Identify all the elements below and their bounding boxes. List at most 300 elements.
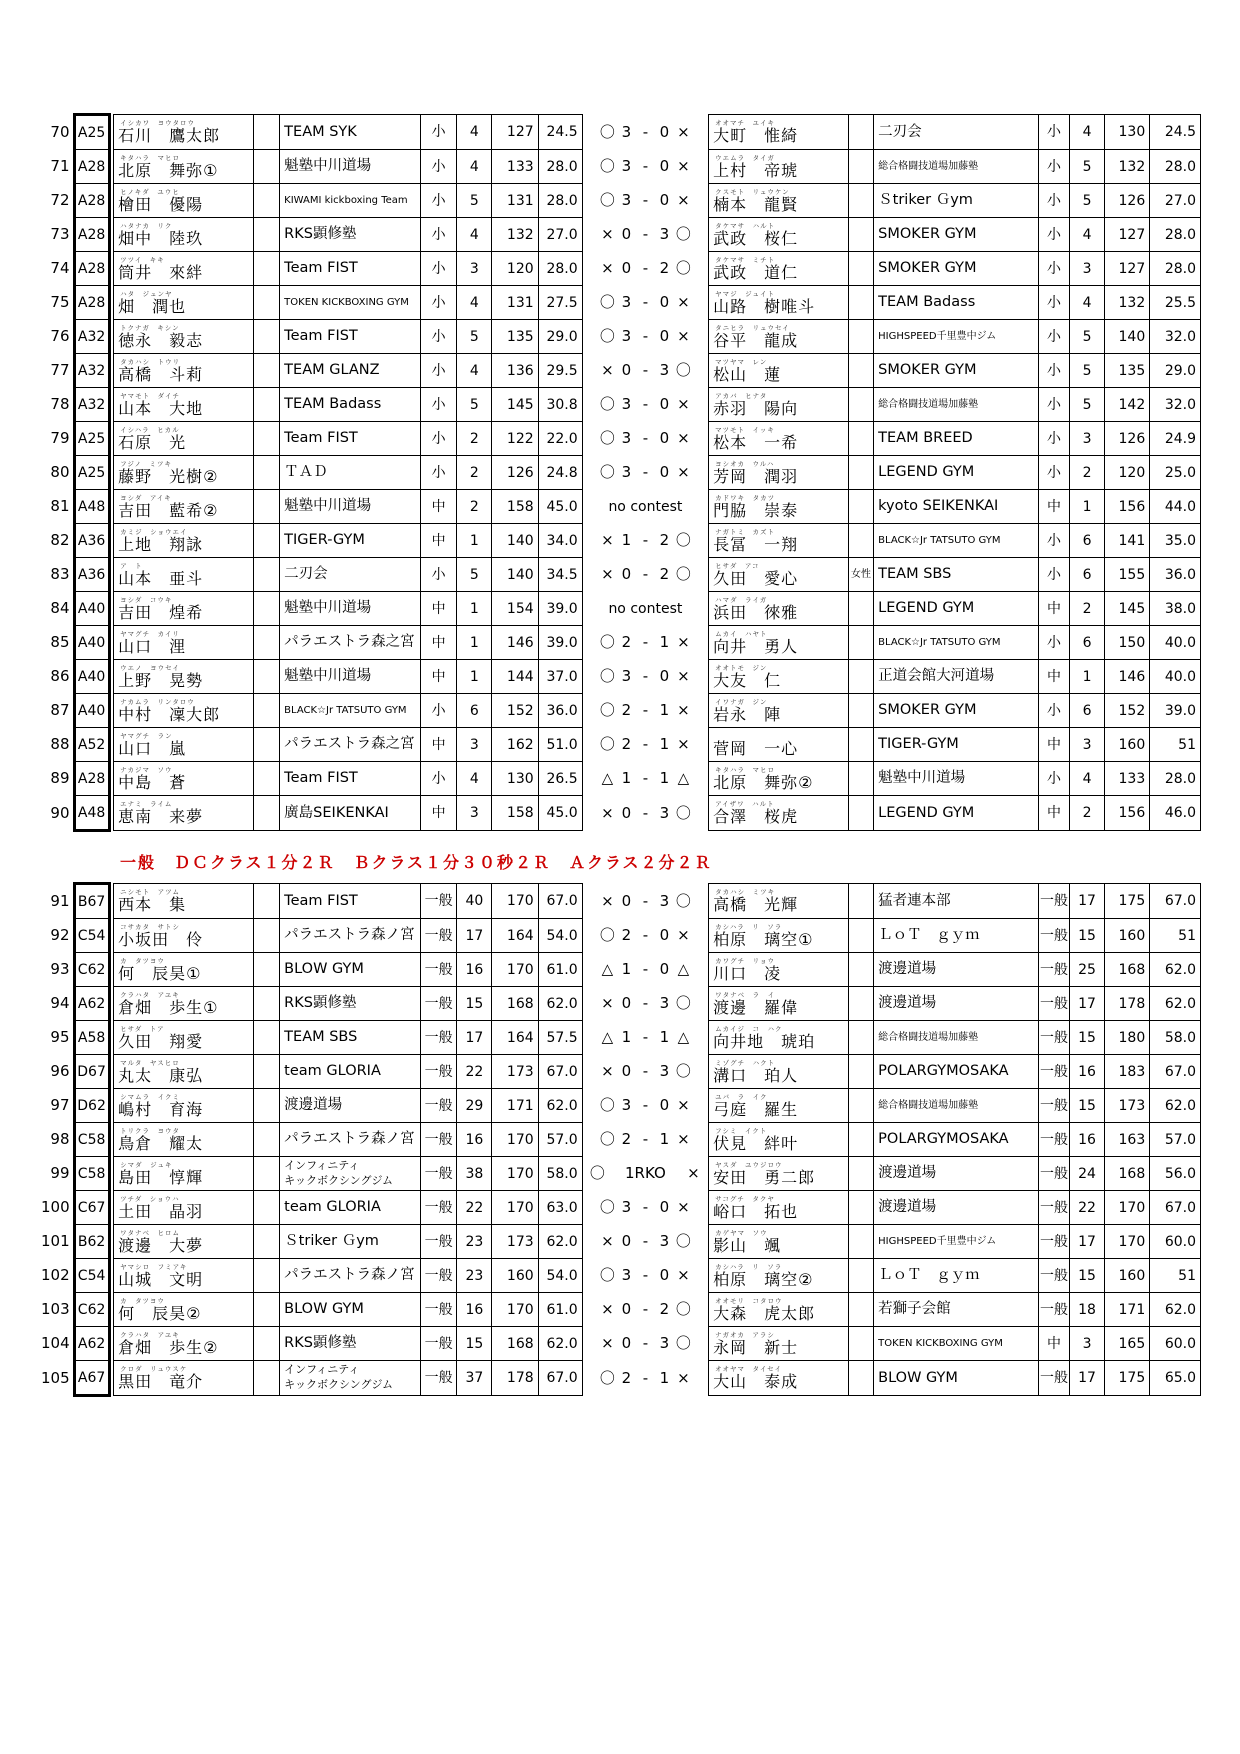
- grade: 一般: [1039, 1055, 1070, 1089]
- note-cell: [253, 388, 279, 422]
- fighter-name: [709, 626, 849, 660]
- result-mark-left: 〇: [599, 1198, 615, 1216]
- result-mark-left: 〇: [599, 633, 615, 651]
- note-cell: [848, 592, 873, 626]
- name-kanji: 伏見 絆叶: [713, 1133, 799, 1153]
- result-mark-left: 〇: [599, 327, 615, 345]
- note-cell: [253, 884, 279, 919]
- height: 127: [492, 115, 538, 150]
- grade: 小: [1039, 115, 1070, 150]
- note-cell: [848, 1123, 873, 1157]
- grade: 一般: [1039, 987, 1070, 1021]
- result-mark-left: 〇: [599, 157, 615, 175]
- score-left: 3: [621, 1266, 632, 1284]
- score-left: 3: [621, 122, 632, 141]
- result-mark-right: ×: [677, 735, 690, 753]
- years: 2: [457, 456, 492, 490]
- weight-class: B62: [74, 1225, 109, 1259]
- name-kanji: 大友 仁: [713, 670, 782, 690]
- result: [582, 728, 709, 762]
- name-reading: エナミ ライム: [120, 800, 173, 808]
- result-mark-left: ×: [601, 1062, 614, 1080]
- result-mark-left: 〇: [599, 1130, 615, 1148]
- result-mark-right: ×: [677, 1266, 690, 1284]
- result-mark-right: ×: [677, 395, 690, 413]
- name-kanji: 筒井 來絆: [118, 262, 204, 282]
- name-reading: ナカジマ ソウ: [120, 765, 173, 774]
- height: 126: [492, 456, 538, 490]
- result-mark-left: ×: [601, 994, 614, 1012]
- weight-class: C58: [74, 1123, 109, 1157]
- score-right: 2: [659, 259, 670, 277]
- note-cell: [848, 1327, 873, 1361]
- weight: 58.0: [1150, 1021, 1201, 1055]
- fighter-name: [114, 592, 254, 626]
- height: 130: [492, 762, 538, 796]
- name-kanji: 西本 集: [118, 895, 187, 914]
- result-mark-right: 〇: [675, 1232, 691, 1250]
- fighter-name: [114, 524, 254, 558]
- score-dash: -: [642, 395, 649, 413]
- years: 4: [1069, 115, 1104, 150]
- note-cell: [253, 1327, 279, 1361]
- name-reading: ムカイ ハヤト: [715, 629, 768, 638]
- fighter-name: [114, 728, 254, 762]
- fighter-name: [709, 252, 849, 286]
- score-left: 2: [621, 1130, 632, 1148]
- grade: 小: [1039, 286, 1070, 320]
- score-dash: -: [642, 769, 649, 787]
- height: 180: [1105, 1021, 1150, 1055]
- grade: 一般: [420, 1259, 456, 1293]
- note-cell: [253, 626, 279, 660]
- name-kanji: 弓庭 羅生: [713, 1099, 799, 1119]
- height: 170: [492, 1157, 538, 1191]
- name-kanji: 大町 惟綺: [713, 126, 799, 145]
- name-kanji: 峪口 拓也: [713, 1201, 799, 1221]
- weight-class: A32: [74, 388, 109, 422]
- bout-number: 72: [50, 191, 70, 209]
- height: 171: [492, 1089, 538, 1123]
- years: 15: [457, 1327, 492, 1361]
- name-reading: オオヤマ タイセイ: [715, 1365, 782, 1373]
- years: 40: [457, 884, 492, 919]
- fighter-name: [114, 1225, 254, 1259]
- score-dash: -: [642, 667, 649, 685]
- years: 23: [457, 1225, 492, 1259]
- name-reading: ワタナベ ヒロム: [120, 1228, 181, 1237]
- score-right: 3: [659, 361, 670, 379]
- club-name: BLACK☆Jr TATSUTO GYM: [874, 626, 1039, 660]
- club-name: 猛者連本部: [874, 884, 1039, 919]
- bout-number: 104: [41, 1334, 70, 1352]
- weight-class: A28: [74, 252, 109, 286]
- score-dash: -: [642, 157, 649, 175]
- note-cell: [848, 1361, 873, 1396]
- bout-number: 92: [50, 926, 70, 944]
- result: [582, 320, 709, 354]
- club-name: HIGHSPEED千里豊中ジム: [874, 1225, 1039, 1259]
- club-name: TOKEN KICKBOXING GYM: [280, 286, 421, 320]
- note-cell: [848, 150, 873, 184]
- score-right: 0: [659, 926, 670, 944]
- club-name: SMOKER GYM: [874, 694, 1039, 728]
- result: [582, 150, 709, 184]
- fighter-name: [709, 728, 849, 762]
- years: 3: [1069, 728, 1104, 762]
- note-cell: [848, 762, 873, 796]
- height: 171: [1105, 1293, 1150, 1327]
- years: 3: [1069, 1327, 1104, 1361]
- result-mark-right: ×: [677, 633, 690, 651]
- note-cell: [253, 1361, 279, 1396]
- score-right: 2: [659, 565, 670, 583]
- fighter-name: [114, 286, 254, 320]
- grade: 一般: [420, 953, 456, 987]
- years: 5: [457, 388, 492, 422]
- bout-table-junior: [41, 113, 1201, 832]
- name-reading: トリクラ ヨウタ: [120, 1126, 180, 1135]
- name-reading: ヤスダ ユウジロウ: [715, 1160, 783, 1169]
- weight-class: A25: [74, 456, 109, 490]
- bout-number: 71: [50, 157, 70, 175]
- bout-number: 75: [50, 293, 70, 311]
- bout-row: [41, 558, 1201, 592]
- height: 146: [1105, 660, 1150, 694]
- fighter-name: [114, 1327, 254, 1361]
- years: 17: [1069, 1225, 1104, 1259]
- name-reading: クロダ リュウスケ: [120, 1365, 188, 1373]
- score-left: 1: [621, 960, 632, 978]
- result-mark-right: ×: [677, 1130, 690, 1148]
- weight: 62.0: [538, 1327, 582, 1361]
- score-dash: -: [642, 1198, 649, 1216]
- bout-number: 90: [50, 803, 70, 822]
- club-name: 魁塾中川道場: [280, 150, 421, 184]
- weight: 62.0: [1150, 1089, 1201, 1123]
- fighter-name: [114, 694, 254, 728]
- name-reading: ツチダ ショウハ: [120, 1194, 180, 1203]
- score-left: 3: [621, 327, 632, 345]
- fighter-name: [114, 1361, 254, 1396]
- weight: 62.0: [538, 1089, 582, 1123]
- weight: 27.0: [1150, 184, 1201, 218]
- height: 144: [492, 660, 538, 694]
- name-reading: マツヤマ レン: [715, 357, 768, 366]
- height: 173: [492, 1225, 538, 1259]
- weight: 51: [1150, 919, 1201, 953]
- result-mark-right: ×: [677, 1198, 690, 1216]
- grade: 小: [1039, 422, 1070, 456]
- note-cell: [253, 694, 279, 728]
- weight: 34.0: [538, 524, 582, 558]
- score-left: 3: [621, 1198, 632, 1216]
- result-mark-left: ×: [601, 1232, 614, 1250]
- note-cell: [253, 1225, 279, 1259]
- name-reading: ハマダ ライガ: [715, 595, 768, 604]
- years: 17: [1069, 1361, 1104, 1396]
- name-reading: ヨシダ アイキ: [120, 493, 172, 502]
- weight-class: A28: [74, 218, 109, 252]
- score-dash: -: [642, 361, 649, 379]
- grade: 中: [1039, 796, 1070, 831]
- score-dash: -: [642, 960, 649, 978]
- note-cell: [848, 796, 873, 831]
- result-mark-left: ×: [601, 531, 614, 549]
- height: 165: [1105, 1327, 1150, 1361]
- height: 142: [1105, 388, 1150, 422]
- bout-row: [41, 884, 1201, 919]
- grade: 一般: [1039, 1021, 1070, 1055]
- club-name: Ｓtriker Ｇym: [280, 1225, 421, 1259]
- fighter-name: [709, 286, 849, 320]
- years: 5: [1069, 320, 1104, 354]
- bout-row: [41, 796, 1201, 831]
- fighter-name: [114, 354, 254, 388]
- weight: 32.0: [1150, 388, 1201, 422]
- grade: 一般: [420, 1327, 456, 1361]
- name-reading: オオトモ ジン: [715, 663, 768, 672]
- club-name: パラエストラ森之宮: [280, 626, 421, 660]
- bout-row: [41, 1191, 1201, 1225]
- years: 3: [1069, 422, 1104, 456]
- name-reading: ウエムラ タイガ: [715, 153, 775, 162]
- grade: 小: [420, 388, 456, 422]
- weight-class: A40: [74, 694, 109, 728]
- score-dash: -: [642, 1130, 649, 1148]
- name-reading: ワタナベ ラ イ: [715, 990, 776, 999]
- fighter-name: [709, 660, 849, 694]
- grade: 中: [420, 660, 456, 694]
- weight: 62.0: [538, 987, 582, 1021]
- height: 140: [492, 524, 538, 558]
- years: 22: [457, 1055, 492, 1089]
- grade: 一般: [1039, 919, 1070, 953]
- years: 4: [457, 762, 492, 796]
- name-reading: クスモト リュウケン: [715, 187, 790, 196]
- height: 160: [1105, 919, 1150, 953]
- result: [582, 884, 709, 919]
- club-name-line2: キックボクシングジム: [284, 1173, 394, 1187]
- club-name: 魁塾中川道場: [874, 762, 1039, 796]
- club-name: SMOKER GYM: [874, 252, 1039, 286]
- fighter-name: [709, 592, 849, 626]
- fighter-name: [709, 1021, 849, 1055]
- bout-row: [41, 919, 1201, 953]
- result-mark-right: ×: [677, 191, 690, 209]
- fighter-name: [114, 1293, 254, 1327]
- weight: 30.8: [538, 388, 582, 422]
- note-cell: [848, 1157, 873, 1191]
- weight-class: A36: [74, 558, 109, 592]
- height: 175: [1105, 1361, 1150, 1396]
- weight: 28.0: [538, 252, 582, 286]
- result: [582, 1259, 709, 1293]
- bout-row: [41, 953, 1201, 987]
- note-cell: [253, 1157, 279, 1191]
- name-kanji: 丸太 康弘: [118, 1065, 204, 1085]
- height: 158: [492, 490, 538, 524]
- name-reading: ハタナカ リク: [120, 221, 173, 230]
- result-mark-right: 〇: [675, 891, 691, 910]
- name-reading: ナガオカ アラシ: [715, 1330, 775, 1339]
- grade: 小: [1039, 354, 1070, 388]
- club-name: 総合格闘技道場加藤塾: [874, 1089, 1039, 1123]
- result-mark-right: ×: [677, 327, 690, 345]
- club-name: kyoto SEIKENKAI: [874, 490, 1039, 524]
- name-reading: ヤマモト ダイチ: [120, 391, 180, 400]
- score-dash: -: [642, 293, 649, 311]
- grade: 小: [420, 558, 456, 592]
- grade: 中: [420, 728, 456, 762]
- weight: 25.5: [1150, 286, 1201, 320]
- result-mark-left: 〇: [599, 701, 615, 719]
- name-kanji: 門脇 崇泰: [713, 500, 799, 520]
- note-cell: [253, 796, 279, 831]
- grade: 小: [420, 694, 456, 728]
- years: 16: [1069, 1055, 1104, 1089]
- score-right: 1: [659, 735, 670, 753]
- score-right: 0: [659, 293, 670, 311]
- club-name: BLOW GYM: [874, 1361, 1039, 1396]
- note-cell: [253, 592, 279, 626]
- score-right: 2: [659, 1300, 670, 1318]
- result-mark-right: 〇: [675, 1334, 691, 1352]
- name-reading: コサカタ サトシ: [120, 922, 180, 931]
- club-name: 魁塾中川道場: [280, 592, 421, 626]
- result-mark-right: △: [677, 769, 690, 787]
- height: 164: [492, 1021, 538, 1055]
- name-reading: サコグチ タクヤ: [715, 1194, 775, 1203]
- bout-number: 86: [50, 667, 70, 685]
- fighter-name: [114, 150, 254, 184]
- fighter-name: [709, 953, 849, 987]
- note-cell: [253, 184, 279, 218]
- note-cell: [848, 1021, 873, 1055]
- grade: 中: [1039, 728, 1070, 762]
- name-kanji: 石川 鷹太郎: [118, 126, 221, 145]
- weight: 35.0: [1150, 524, 1201, 558]
- score-dash: -: [642, 463, 649, 481]
- club-name: 渡邊道場: [874, 953, 1039, 987]
- bout-row: [41, 1225, 1201, 1259]
- club-name: 魁塾中川道場: [280, 490, 421, 524]
- name-reading: ヤマグチ ラン: [120, 731, 173, 740]
- name-kanji: 徳永 毅志: [118, 330, 204, 350]
- weight-class: C62: [74, 1293, 109, 1327]
- score-left: 3: [621, 157, 632, 175]
- name-kanji: 永岡 新士: [713, 1337, 799, 1357]
- years: 6: [1069, 558, 1104, 592]
- grade: 一般: [420, 1293, 456, 1327]
- weight: 46.0: [1150, 796, 1201, 831]
- bout-row: [41, 1293, 1201, 1327]
- score-dash: -: [642, 1028, 649, 1046]
- height: 131: [492, 286, 538, 320]
- weight: 29.5: [538, 354, 582, 388]
- fighter-name: [709, 796, 849, 831]
- score-dash: -: [642, 225, 649, 243]
- name-kanji: 吉田 藍希②: [118, 500, 219, 520]
- name-reading: ミゾグチ ハクト: [715, 1058, 776, 1067]
- score-dash: -: [642, 122, 649, 141]
- result-mark-left: 〇: [599, 191, 615, 209]
- note-cell: [848, 694, 873, 728]
- result: [582, 796, 709, 831]
- score-dash: -: [642, 633, 649, 651]
- weight: 61.0: [538, 953, 582, 987]
- name-reading: ツツイ キキ: [120, 255, 165, 264]
- years: 4: [457, 354, 492, 388]
- height: 170: [1105, 1191, 1150, 1225]
- result-mark-left: 〇: [599, 735, 615, 753]
- bout-number: 98: [50, 1130, 70, 1148]
- name-kanji: 何 辰昊②: [118, 1303, 202, 1323]
- name-kanji: 鳥倉 耀太: [118, 1133, 204, 1153]
- result: [582, 286, 709, 320]
- bout-row: [41, 762, 1201, 796]
- years: 3: [457, 728, 492, 762]
- grade: 中: [420, 524, 456, 558]
- name-kanji: 檜田 優陽: [118, 194, 204, 214]
- name-reading: カシハラ リ ソラ: [715, 922, 783, 931]
- result-mark-left: 〇: [599, 667, 615, 685]
- score-left: 3: [621, 667, 632, 685]
- name-reading: キタハラ マヒロ: [120, 153, 180, 162]
- result: [582, 694, 709, 728]
- bout-row: [41, 987, 1201, 1021]
- years: 1: [457, 592, 492, 626]
- fighter-name: [709, 422, 849, 456]
- name-reading: ヒサダ トア: [120, 1024, 165, 1033]
- score-right: 0: [659, 327, 670, 345]
- name-reading: ニシモト アツム: [120, 888, 181, 896]
- note-cell: [848, 320, 873, 354]
- result-mark-left: ×: [601, 891, 614, 910]
- result-mark-left: 〇: [599, 1368, 615, 1387]
- score-right: 3: [659, 803, 670, 822]
- fighter-name: [709, 1361, 849, 1396]
- bout-row: [41, 490, 1201, 524]
- fighter-name: [709, 150, 849, 184]
- weight-class: A25: [74, 422, 109, 456]
- weight-class: A28: [74, 150, 109, 184]
- name-kanji: 合澤 桜虎: [713, 807, 799, 826]
- score-dash: -: [642, 191, 649, 209]
- note-cell: [848, 286, 873, 320]
- name-kanji: 松本 一希: [713, 432, 799, 452]
- fighter-name: [114, 1021, 254, 1055]
- years: 6: [1069, 524, 1104, 558]
- name-reading: ヤマシロ フミアキ: [120, 1262, 188, 1271]
- years: 16: [1069, 1123, 1104, 1157]
- grade: 中: [420, 592, 456, 626]
- bout-number: 76: [50, 327, 70, 345]
- grade: 小: [1039, 456, 1070, 490]
- fighter-name: [709, 218, 849, 252]
- bout-number: 97: [50, 1096, 70, 1114]
- weight: 67.0: [1150, 1191, 1201, 1225]
- score-right: 1: [659, 1130, 670, 1148]
- grade: 一般: [1039, 1089, 1070, 1123]
- club-name: HIGHSPEED千里豊中ジム: [874, 320, 1039, 354]
- fighter-name: [114, 1157, 254, 1191]
- bout-row: [41, 1089, 1201, 1123]
- fighter-name: [114, 558, 254, 592]
- name-kanji: 高橋 斗莉: [118, 364, 204, 384]
- name-kanji: 大山 泰成: [713, 1372, 799, 1391]
- name-reading: シマダ ジュキ: [120, 1160, 173, 1169]
